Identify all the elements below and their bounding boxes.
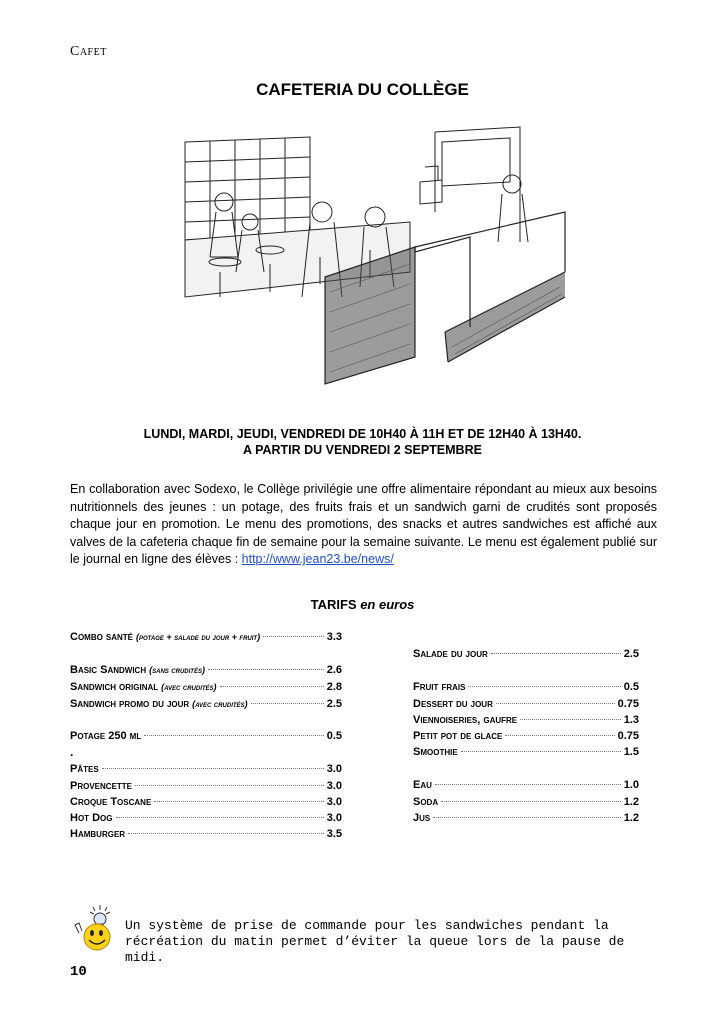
dot-leader xyxy=(154,801,323,802)
item-note: (sans crudités) xyxy=(149,665,205,675)
item-name: Eau xyxy=(413,779,432,791)
item-price: 1.2 xyxy=(623,812,639,824)
page-number: 10 xyxy=(70,964,87,980)
item-price: 3.0 xyxy=(326,796,342,808)
dot-leader xyxy=(520,719,621,720)
item-name: Basic Sandwich xyxy=(70,664,147,676)
item-price: 3.0 xyxy=(326,763,342,775)
start-date: A PARTIR DU VENDREDI 2 SEPTEMBRE xyxy=(243,443,482,457)
price-row xyxy=(70,810,342,826)
cafeteria-sketch-illustration xyxy=(180,122,570,387)
price-row xyxy=(70,761,342,777)
price-row xyxy=(413,744,639,760)
item-name: Hot Dog xyxy=(70,812,113,824)
price-row xyxy=(70,662,342,678)
dot-leader xyxy=(135,785,324,786)
item-name: Combo santé xyxy=(70,631,133,643)
item-price: 0.75 xyxy=(617,698,639,710)
news-link[interactable]: http://www.jean23.be/news/ xyxy=(241,552,394,566)
dot-leader xyxy=(144,735,323,736)
price-row xyxy=(70,826,342,842)
item-name: Petit pot de glace xyxy=(413,730,503,742)
price-row xyxy=(70,778,342,794)
dot-leader xyxy=(116,817,324,818)
item-price: 2.6 xyxy=(326,664,342,676)
item-name: Croque Toscane xyxy=(70,796,152,808)
item-price: 3.0 xyxy=(326,812,342,824)
item-name: Sandwich promo du jour xyxy=(70,698,190,710)
tarifs-heading xyxy=(0,597,725,612)
item-price: 0.5 xyxy=(326,730,342,742)
item-price: 1.0 xyxy=(623,779,639,791)
item-price: 2.5 xyxy=(623,648,639,660)
item-name: Smoothie xyxy=(413,746,458,758)
item-note: (potage + salade du jour + fruit) xyxy=(136,632,261,642)
item-name: Hamburger xyxy=(70,828,126,840)
item-price: 1.5 xyxy=(623,746,639,758)
dot-leader xyxy=(251,703,324,704)
item-price: 1.2 xyxy=(623,796,639,808)
stray-dot: . xyxy=(70,745,74,759)
price-row xyxy=(413,712,639,728)
item-price: 3.0 xyxy=(326,780,342,792)
dot-leader xyxy=(433,817,620,818)
item-name: Fruit frais xyxy=(413,681,466,693)
dot-leader xyxy=(128,833,324,834)
dot-leader xyxy=(496,703,615,704)
price-row xyxy=(413,696,639,712)
price-row xyxy=(413,679,639,695)
running-head: Cafet xyxy=(70,44,107,59)
price-row xyxy=(70,629,342,645)
tip-text: Un système de prise de commande pour les sandwiches pendant la récréation du matin permet d’éviter la queue lors de la pause de midi. xyxy=(125,918,625,965)
price-row xyxy=(413,728,639,744)
item-price: 0.75 xyxy=(617,730,639,742)
item-price: 1.3 xyxy=(623,714,639,726)
tarifs-unit: en euros xyxy=(360,597,415,612)
price-row xyxy=(70,794,342,810)
dot-leader xyxy=(102,768,324,769)
item-price: 2.5 xyxy=(326,698,342,710)
price-row xyxy=(413,794,639,810)
page-title: CAFETERIA DU COLLÈGE xyxy=(256,80,469,99)
price-row xyxy=(413,810,639,826)
item-name: Pâtes xyxy=(70,763,99,775)
item-name: Sandwich original xyxy=(70,681,159,693)
intro-text: En collaboration avec Sodexo, le Collège privilégie une offre alimentaire répondant au mieux aux besoins nutritionnels des jeunes : un potage, des fruits frais et un sandwich garni de crudités sont proposés chaque jour en promotion. Le menu des promotions, des snacks et autres sandwiches est affiché aux valves de la cafeteria chaque fin de semaine pour la semaine suivante. Le menu est également publié sur le journal en ligne des élèves : xyxy=(70,482,657,566)
item-name: Provencette xyxy=(70,780,133,792)
dot-leader xyxy=(461,751,621,752)
dot-leader xyxy=(505,735,614,736)
item-note: (avec crudités) xyxy=(192,699,248,709)
item-name: Dessert du jour xyxy=(413,698,493,710)
item-note: (avec crudités) xyxy=(161,682,217,692)
item-price: 0.5 xyxy=(623,681,639,693)
item-price: 2.8 xyxy=(326,681,342,693)
price-row xyxy=(413,646,639,662)
price-row xyxy=(70,679,342,695)
dot-leader xyxy=(435,784,621,785)
dot-leader xyxy=(491,653,621,654)
item-name: Soda xyxy=(413,796,439,808)
item-name: Salade du jour xyxy=(413,648,488,660)
item-price: 3.5 xyxy=(326,828,342,840)
item-name: Potage 250 ml xyxy=(70,730,142,742)
price-row xyxy=(413,777,639,793)
price-row xyxy=(70,728,342,744)
dot-leader xyxy=(468,686,620,687)
tarifs-label: TARIFS xyxy=(310,597,357,612)
item-name: Viennoiseries, gaufre xyxy=(413,714,518,726)
price-row xyxy=(70,696,342,712)
dot-leader xyxy=(220,686,324,687)
dot-leader xyxy=(441,801,621,802)
item-price: 3.3 xyxy=(326,631,342,643)
dot-leader xyxy=(263,636,324,637)
opening-hours: LUNDI, MARDI, JEUDI, VENDREDI DE 10H40 À 11H ET DE 12H40 À 13H40. xyxy=(143,427,582,441)
intro-paragraph xyxy=(70,481,657,569)
dot-leader xyxy=(208,669,324,670)
lightbulb-smiley-icon xyxy=(73,903,119,953)
item-name: Jus xyxy=(413,812,431,824)
